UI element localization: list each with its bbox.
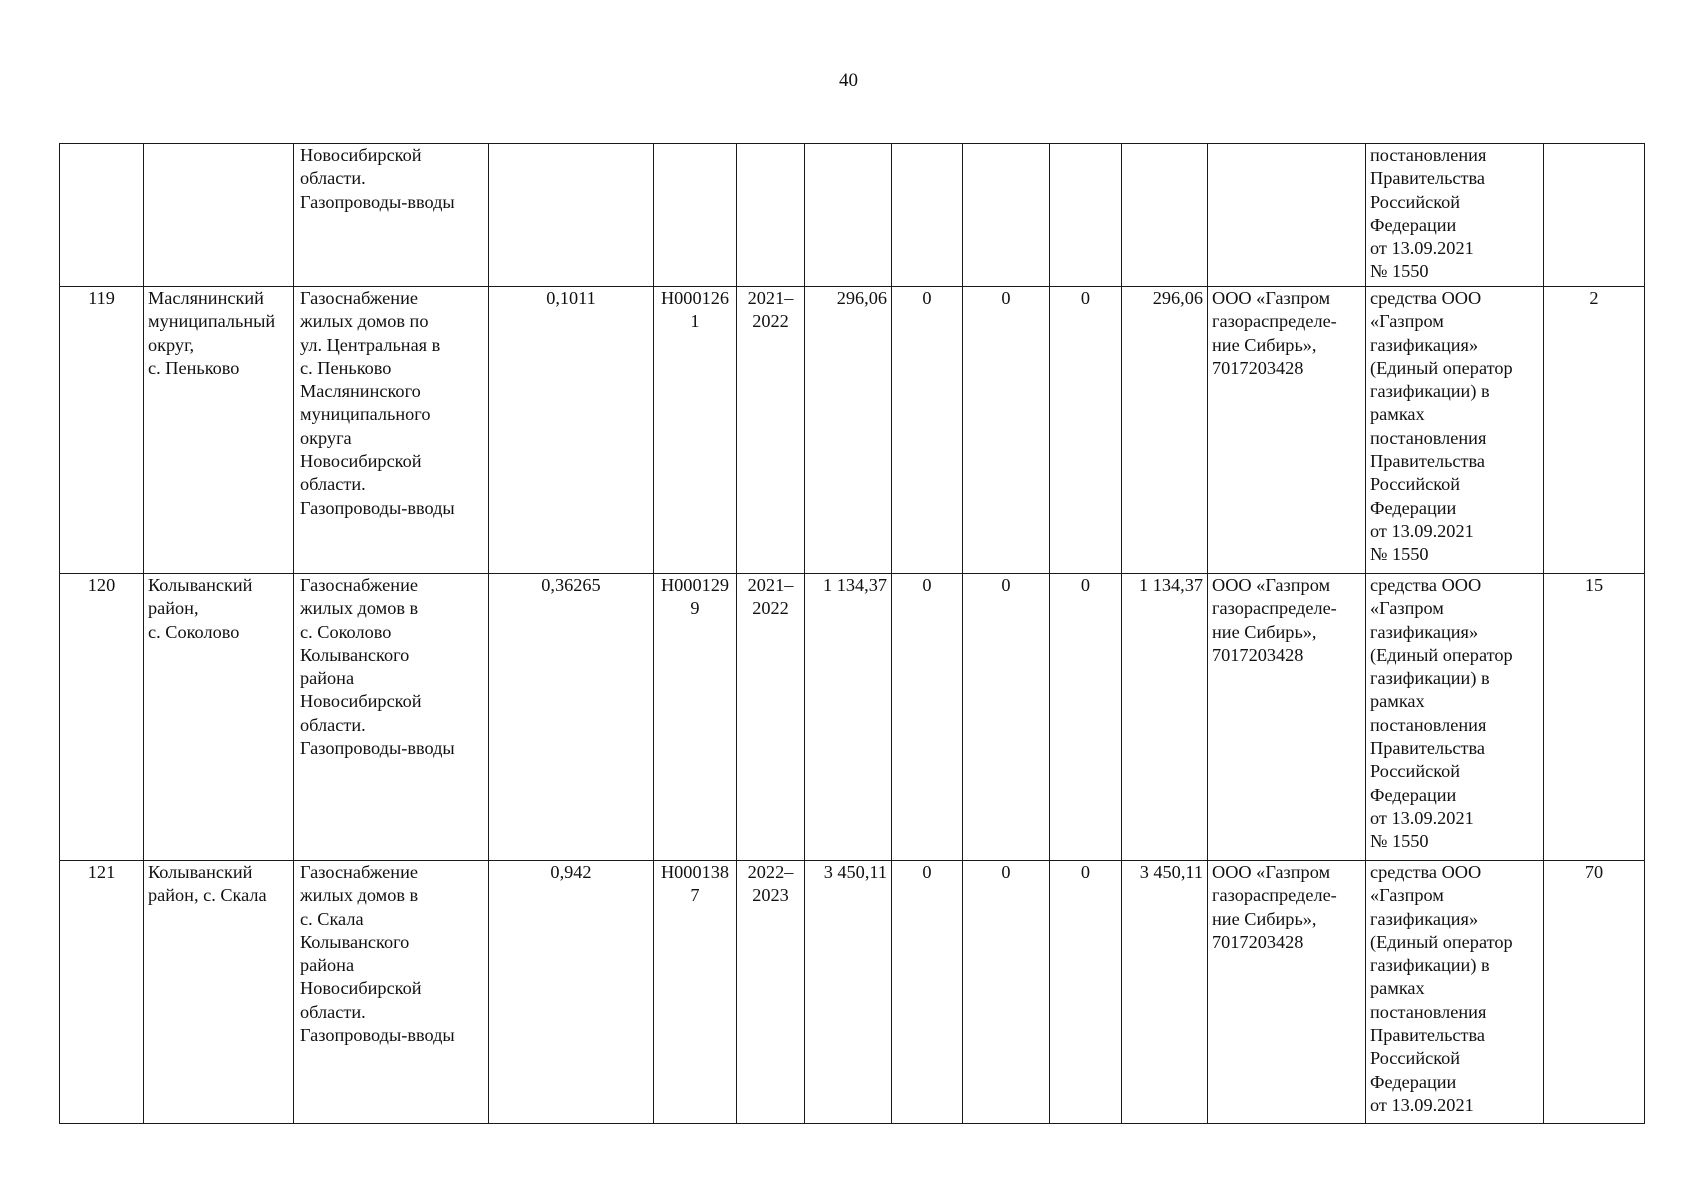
executor-cell: ООО «Газпром газораспределе- ние Сибирь», 7017203428 bbox=[1208, 861, 1366, 1124]
funding-source-cell: средства ООО «Газпром газификация» (Единый оператор газификации) в рамках постановления Правительства Российской Федерации от 13.09.2021 № 1550 bbox=[1366, 574, 1544, 861]
executor-cell: ООО «Газпром газораспределе- ние Сибирь», 7017203428 bbox=[1208, 287, 1366, 574]
executor-cell: ООО «Газпром газораспределе- ние Сибирь», 7017203428 bbox=[1208, 574, 1366, 861]
object-cell: Новосибирской области. Газопроводы-вводы bbox=[294, 144, 489, 287]
object-cell: Газоснабжение жилых домов в с. Соколово Колыванского района Новосибирской области. Газопроводы-вводы bbox=[294, 574, 489, 861]
table-row bbox=[60, 574, 1645, 861]
row-number: 121 bbox=[60, 861, 144, 1124]
count-cell: 70 bbox=[1544, 861, 1645, 1124]
length-cell: 0,942 bbox=[489, 861, 654, 1124]
value-cell bbox=[963, 144, 1050, 287]
count-cell: 2 bbox=[1544, 287, 1645, 574]
row-number: 120 bbox=[60, 574, 144, 861]
code-cell: Н000138 7 bbox=[654, 861, 737, 1124]
period-cell bbox=[737, 144, 805, 287]
value-cell bbox=[892, 144, 963, 287]
length-cell: 0,36265 bbox=[489, 574, 654, 861]
value-cell: 0 bbox=[963, 861, 1050, 1124]
funding-source-cell: средства ООО «Газпром газификация» (Единый оператор газификации) в рамках постановления Правительства Российской Федерации от 13.09.2021 № 1550 bbox=[1366, 287, 1544, 574]
funding-source-cell: средства ООО «Газпром газификация» (Единый оператор газификации) в рамках постановления Правительства Российской Федерации от 13.09.2021 bbox=[1366, 861, 1544, 1124]
value-cell: 0 bbox=[892, 861, 963, 1124]
value-cell: 0 bbox=[892, 287, 963, 574]
length-cell bbox=[489, 144, 654, 287]
object-cell: Газоснабжение жилых домов в с. Скала Колыванского района Новосибирской области. Газопроводы-вводы bbox=[294, 861, 489, 1124]
executor-cell bbox=[1208, 144, 1366, 287]
amount-cell bbox=[1122, 144, 1208, 287]
gasification-table bbox=[59, 143, 1645, 1124]
table-row bbox=[60, 287, 1645, 574]
location-cell: Колыванский район, с. Соколово bbox=[144, 574, 294, 861]
amount-cell: 296,06 bbox=[1122, 287, 1208, 574]
code-cell: Н000129 9 bbox=[654, 574, 737, 861]
length-cell: 0,1011 bbox=[489, 287, 654, 574]
table-row bbox=[60, 861, 1645, 1124]
period-cell: 2021– 2022 bbox=[737, 287, 805, 574]
row-number bbox=[60, 144, 144, 287]
count-cell: 15 bbox=[1544, 574, 1645, 861]
total-cell bbox=[805, 144, 892, 287]
period-cell: 2022– 2023 bbox=[737, 861, 805, 1124]
code-cell: Н000126 1 bbox=[654, 287, 737, 574]
value-cell: 0 bbox=[1050, 574, 1122, 861]
value-cell: 0 bbox=[892, 574, 963, 861]
value-cell: 0 bbox=[963, 287, 1050, 574]
funding-source-cell: постановления Правительства Российской Федерации от 13.09.2021 № 1550 bbox=[1366, 144, 1544, 287]
total-cell: 1 134,37 bbox=[805, 574, 892, 861]
object-cell: Газоснабжение жилых домов по ул. Центральная в с. Пеньково Маслянинского муниципального округа Новосибирской области. Газопроводы-вводы bbox=[294, 287, 489, 574]
page-number: 40 bbox=[839, 70, 858, 91]
period-cell: 2021– 2022 bbox=[737, 574, 805, 861]
value-cell: 0 bbox=[963, 574, 1050, 861]
table-row-continued bbox=[60, 144, 1645, 287]
location-cell: Маслянинский муниципальный округ, с. Пеньково bbox=[144, 287, 294, 574]
count-cell bbox=[1544, 144, 1645, 287]
code-cell bbox=[654, 144, 737, 287]
amount-cell: 1 134,37 bbox=[1122, 574, 1208, 861]
location-cell: Колыванский район, с. Скала bbox=[144, 861, 294, 1124]
total-cell: 296,06 bbox=[805, 287, 892, 574]
location-cell bbox=[144, 144, 294, 287]
value-cell: 0 bbox=[1050, 861, 1122, 1124]
value-cell bbox=[1050, 144, 1122, 287]
value-cell: 0 bbox=[1050, 287, 1122, 574]
amount-cell: 3 450,11 bbox=[1122, 861, 1208, 1124]
row-number: 119 bbox=[60, 287, 144, 574]
total-cell: 3 450,11 bbox=[805, 861, 892, 1124]
